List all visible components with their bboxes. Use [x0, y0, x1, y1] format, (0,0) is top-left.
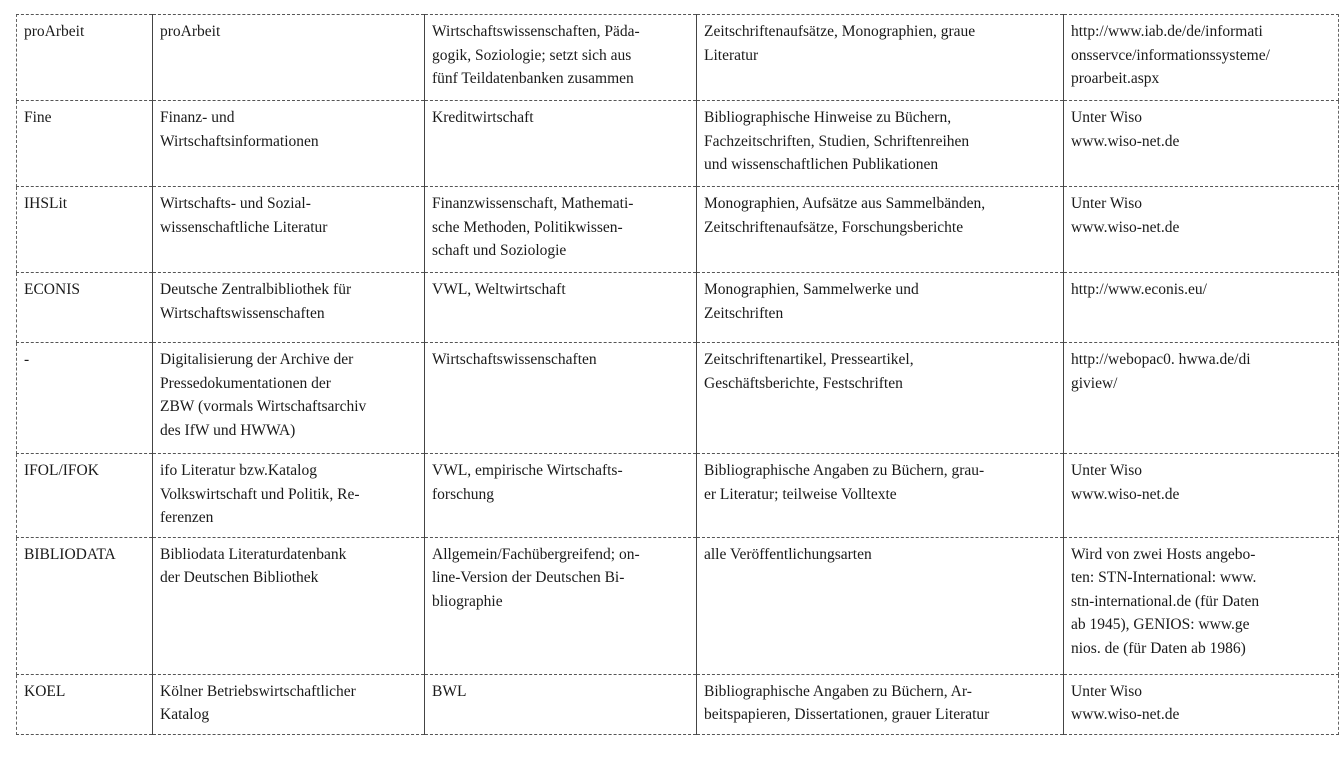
access-cell	[1064, 187, 1339, 273]
abbr-cell	[17, 674, 153, 734]
name-cell	[153, 537, 425, 674]
subjects-cell	[425, 15, 697, 101]
abbr-cell	[17, 15, 153, 101]
content-text: Bibliographische Angaben zu Büchern, grau- er Literatur; teilweise Volltexte	[704, 462, 985, 503]
abbr-text: -	[24, 351, 30, 368]
abbr-text: KOEL	[24, 682, 66, 700]
table-row	[17, 537, 1339, 674]
content-text: Bibliographische Angaben zu Büchern, Ar- beitspapieren, Dissertationen, grauer Literatur	[704, 682, 990, 723]
access-text: Unter Wiso www.wiso-net.de	[1071, 462, 1180, 503]
abbr-text: IFOL/IFOK	[24, 462, 99, 479]
subjects-text: VWL, empirische Wirtschafts- forschung	[432, 462, 623, 503]
abbr-text: proArbeit	[24, 23, 85, 40]
abbr-cell	[17, 537, 153, 674]
name-text: Finanz- und Wirtschaftsinformationen	[160, 109, 319, 150]
access-text: http://www.econis.eu/	[1071, 281, 1207, 298]
name-text: Deutsche Zentralbibliothek für Wirtschaftswissenschaften	[160, 281, 352, 322]
content-cell	[697, 537, 1064, 674]
abbr-text: BIBLIODATA	[24, 545, 116, 563]
abbr-cell	[17, 101, 153, 187]
access-text: http://webopac0. hwwa.de/di giview/	[1071, 351, 1251, 392]
name-cell	[153, 187, 425, 273]
access-cell	[1064, 454, 1339, 538]
content-text: Monographien, Sammelwerke und Zeitschriften	[704, 281, 919, 322]
subjects-cell	[425, 273, 697, 343]
name-text: proArbeit	[160, 23, 221, 40]
content-text: Zeitschriftenaufsätze, Monographien, graue Literatur	[704, 23, 976, 64]
name-cell	[153, 15, 425, 101]
content-cell	[697, 343, 1064, 454]
subjects-cell	[425, 537, 697, 674]
content-text: Monographien, Aufsätze aus Sammelbänden, Zeitschriftenaufsätze, Forschungsberichte	[704, 195, 986, 236]
abbr-text: Fine	[24, 109, 52, 126]
subjects-cell	[425, 454, 697, 538]
name-text: Bibliodata Literaturdatenbank der Deutschen Bibliothek	[160, 545, 347, 586]
table-row	[17, 674, 1339, 734]
subjects-text: VWL, Weltwirtschaft	[432, 281, 566, 298]
abbr-text: IHSLit	[24, 195, 68, 212]
content-cell	[697, 674, 1064, 734]
content-cell	[697, 101, 1064, 187]
content-text: Zeitschriftenartikel, Presseartikel, Geschäftsberichte, Festschriften	[704, 351, 914, 392]
access-cell	[1064, 15, 1339, 101]
access-text: Unter Wiso www.wiso-net.de	[1071, 195, 1180, 236]
access-cell	[1064, 343, 1339, 454]
name-cell	[153, 674, 425, 734]
abbr-cell	[17, 273, 153, 343]
name-cell	[153, 273, 425, 343]
abbr-cell	[17, 454, 153, 538]
name-text: Digitalisierung der Archive der Pressedokumentationen der ZBW (vormals Wirtschaftsarchiv des IfW und HWWA)	[160, 351, 367, 439]
access-text: Unter Wiso www.wiso-net.de	[1071, 109, 1180, 150]
content-cell	[697, 15, 1064, 101]
table-row	[17, 101, 1339, 187]
name-cell	[153, 101, 425, 187]
subjects-cell	[425, 187, 697, 273]
access-text: Unter Wiso www.wiso-net.de	[1071, 682, 1180, 723]
table-row	[17, 343, 1339, 454]
name-text: ifo Literatur bzw.Katalog Volkswirtschaft und Politik, Re- ferenzen	[160, 462, 360, 526]
abbr-cell	[17, 187, 153, 273]
table-row	[17, 187, 1339, 273]
table-body	[17, 15, 1339, 735]
subjects-cell	[425, 343, 697, 454]
content-cell	[697, 187, 1064, 273]
subjects-text: Finanzwissenschaft, Mathemati- sche Methoden, Politikwissen- schaft und Soziologie	[432, 195, 634, 259]
access-text: Wird von zwei Hosts angebo- ten: STN-International: www. stn-international.de (für Daten ab 1945), GENIOS: www.ge nios. de (für Daten ab 1986)	[1071, 545, 1260, 657]
table-row	[17, 454, 1339, 538]
name-cell	[153, 343, 425, 454]
subjects-cell	[425, 674, 697, 734]
subjects-text: BWL	[432, 682, 467, 700]
name-text: Wirtschafts- und Sozial- wissenschaftliche Literatur	[160, 195, 328, 236]
access-cell	[1064, 537, 1339, 674]
access-text: http://www.iab.de/de/informati onsservce/informationssysteme/ proarbeit.aspx	[1071, 23, 1270, 87]
table-row	[17, 15, 1339, 101]
subjects-cell	[425, 101, 697, 187]
name-text: Kölner Betriebswirtschaftlicher Katalog	[160, 682, 356, 723]
subjects-text: Wirtschaftswissenschaften, Päda- gogik, Soziologie; setzt sich aus fünf Teildatenbanken zusammen	[432, 23, 640, 87]
access-cell	[1064, 674, 1339, 734]
content-cell	[697, 273, 1064, 343]
name-cell	[153, 454, 425, 538]
subjects-text: Allgemein/Fachübergreifend; on- line-Version der Deutschen Bi- bliographie	[432, 545, 640, 610]
access-cell	[1064, 101, 1339, 187]
abbr-cell	[17, 343, 153, 454]
subjects-text: Kreditwirtschaft	[432, 109, 534, 126]
abbr-text: ECONIS	[24, 281, 80, 298]
content-cell	[697, 454, 1064, 538]
database-table	[16, 14, 1339, 735]
subjects-text: Wirtschaftswissenschaften	[432, 351, 597, 368]
content-text: Bibliographische Hinweise zu Büchern, Fachzeitschriften, Studien, Schriftenreihen und wissenschaftlichen Publikationen	[704, 109, 970, 173]
content-text: alle Veröffentlichungsarten	[704, 545, 872, 563]
access-cell	[1064, 273, 1339, 343]
table-row	[17, 273, 1339, 343]
